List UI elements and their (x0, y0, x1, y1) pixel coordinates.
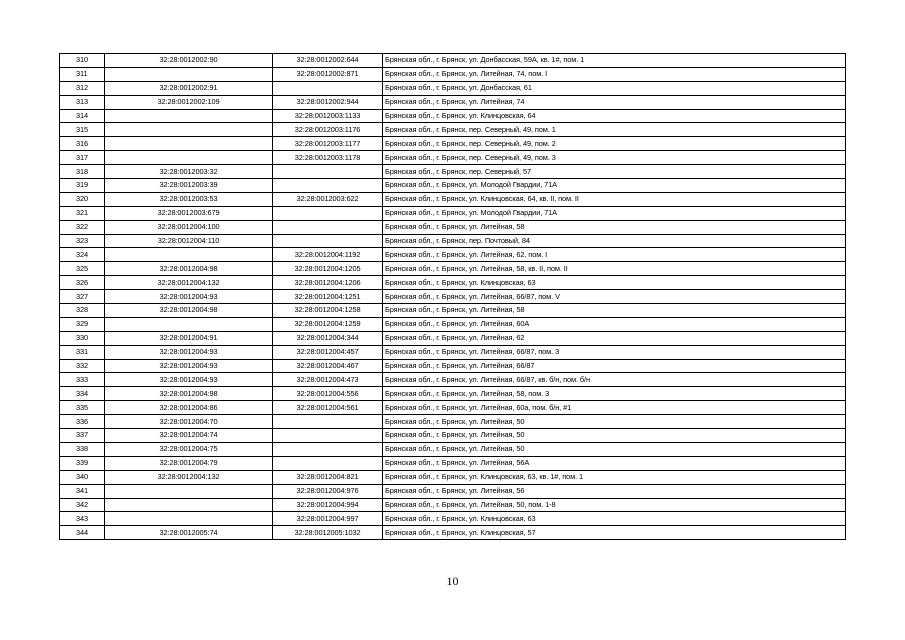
row-number-cell: 334 (60, 387, 105, 401)
row-number-cell: 338 (60, 442, 105, 456)
row-number-cell: 315 (60, 123, 105, 137)
table-row (60, 498, 846, 512)
premises-cadastral-cell (273, 179, 383, 193)
row-number-cell: 317 (60, 151, 105, 165)
address-cell: Брянская обл., г. Брянск, ул. Литейная, 50 (383, 442, 846, 456)
table-row (60, 456, 846, 470)
land-plot-cadastral-cell: 32:28:0012003:53 (105, 192, 273, 206)
row-number-cell: 316 (60, 137, 105, 151)
table-row (60, 484, 846, 498)
premises-cadastral-cell (273, 429, 383, 443)
row-number-cell: 343 (60, 512, 105, 526)
land-plot-cadastral-cell (105, 151, 273, 165)
address-cell: Брянская обл., г. Брянск, ул. Литейная, 58, кв. II, пом. II (383, 262, 846, 276)
land-plot-cadastral-cell (105, 67, 273, 81)
table-row (60, 234, 846, 248)
address-cell: Брянская обл., г. Брянск, ул. Литейная, 58, пом. 3 (383, 387, 846, 401)
table-row (60, 123, 846, 137)
row-number-cell: 311 (60, 67, 105, 81)
address-cell: Брянская обл., г. Брянск, ул. Донбасская, 59А, кв. 1#, пом. 1 (383, 54, 846, 68)
land-plot-cadastral-cell: 32:28:0012004:132 (105, 470, 273, 484)
land-plot-cadastral-cell: 32:28:0012004:132 (105, 276, 273, 290)
address-cell: Брянская обл., г. Брянск, ул. Клинцовская, 57 (383, 526, 846, 540)
premises-cadastral-cell (273, 220, 383, 234)
row-number-cell: 320 (60, 192, 105, 206)
land-plot-cadastral-cell: 32:28:0012004:93 (105, 359, 273, 373)
table-row (60, 401, 846, 415)
table-row (60, 359, 846, 373)
table-row (60, 109, 846, 123)
land-plot-cadastral-cell: 32:28:0012005:74 (105, 526, 273, 540)
land-plot-cadastral-cell (105, 512, 273, 526)
address-cell: Брянская обл., г. Брянск, пер. Северный, 49, пом. 2 (383, 137, 846, 151)
premises-cadastral-cell: 32:28:0012004:994 (273, 498, 383, 512)
land-plot-cadastral-cell: 32:28:0012004:110 (105, 234, 273, 248)
premises-cadastral-cell: 32:28:0012004:1192 (273, 248, 383, 262)
premises-cadastral-cell (273, 234, 383, 248)
premises-cadastral-cell: 32:28:0012004:344 (273, 331, 383, 345)
premises-cadastral-cell: 32:28:0012002:644 (273, 54, 383, 68)
registry-table-body (60, 54, 846, 540)
land-plot-cadastral-cell: 32:28:0012004:100 (105, 220, 273, 234)
premises-cadastral-cell: 32:28:0012003:1178 (273, 151, 383, 165)
land-plot-cadastral-cell: 32:28:0012002:91 (105, 81, 273, 95)
land-plot-cadastral-cell: 32:28:0012004:98 (105, 304, 273, 318)
table-row (60, 81, 846, 95)
table-row (60, 220, 846, 234)
land-plot-cadastral-cell (105, 484, 273, 498)
premises-cadastral-cell: 32:28:0012004:1206 (273, 276, 383, 290)
premises-cadastral-cell: 32:28:0012004:1205 (273, 262, 383, 276)
premises-cadastral-cell: 32:28:0012002:944 (273, 95, 383, 109)
address-cell: Брянская обл., г. Брянск, ул. Литейная, 50 (383, 415, 846, 429)
row-number-cell: 325 (60, 262, 105, 276)
row-number-cell: 329 (60, 317, 105, 331)
row-number-cell: 328 (60, 304, 105, 318)
land-plot-cadastral-cell (105, 123, 273, 137)
premises-cadastral-cell: 32:28:0012004:457 (273, 345, 383, 359)
premises-cadastral-cell: 32:28:0012002:871 (273, 67, 383, 81)
land-plot-cadastral-cell: 32:28:0012003:679 (105, 206, 273, 220)
row-number-cell: 324 (60, 248, 105, 262)
address-cell: Брянская обл., г. Брянск, ул. Литейная, 62, пом. I (383, 248, 846, 262)
land-plot-cadastral-cell: 32:28:0012003:32 (105, 165, 273, 179)
premises-cadastral-cell: 32:28:0012003:1133 (273, 109, 383, 123)
row-number-cell: 323 (60, 234, 105, 248)
land-plot-cadastral-cell: 32:28:0012004:86 (105, 401, 273, 415)
premises-cadastral-cell (273, 206, 383, 220)
premises-cadastral-cell: 32:28:0012003:1176 (273, 123, 383, 137)
premises-cadastral-cell (273, 81, 383, 95)
address-cell: Брянская обл., г. Брянск, ул. Литейная, 66/87, пом. V (383, 290, 846, 304)
address-cell: Брянская обл., г. Брянск, ул. Клинцовская, 63, кв. 1#, пом. 1 (383, 470, 846, 484)
table-row (60, 429, 846, 443)
row-number-cell: 322 (60, 220, 105, 234)
premises-cadastral-cell: 32:28:0012004:1258 (273, 304, 383, 318)
row-number-cell: 330 (60, 331, 105, 345)
row-number-cell: 326 (60, 276, 105, 290)
land-plot-cadastral-cell (105, 109, 273, 123)
address-cell: Брянская обл., г. Брянск, пер. Почтовый, 84 (383, 234, 846, 248)
land-plot-cadastral-cell: 32:28:0012004:70 (105, 415, 273, 429)
table-row (60, 526, 846, 540)
land-plot-cadastral-cell: 32:28:0012004:93 (105, 290, 273, 304)
row-number-cell: 318 (60, 165, 105, 179)
address-cell: Брянская обл., г. Брянск, ул. Литейная, 74, пом. I (383, 67, 846, 81)
premises-cadastral-cell (273, 456, 383, 470)
premises-cadastral-cell: 32:28:0012004:473 (273, 373, 383, 387)
row-number-cell: 319 (60, 179, 105, 193)
table-row (60, 470, 846, 484)
premises-cadastral-cell: 32:28:0012003:1177 (273, 137, 383, 151)
address-cell: Брянская обл., г. Брянск, ул. Литейная, 62 (383, 331, 846, 345)
address-cell: Брянская обл., г. Брянск, ул. Литейная, 50 (383, 429, 846, 443)
land-plot-cadastral-cell: 32:28:0012004:91 (105, 331, 273, 345)
address-cell: Брянская обл., г. Брянск, ул. Литейная, 50, пом. 1-8 (383, 498, 846, 512)
premises-cadastral-cell: 32:28:0012004:556 (273, 387, 383, 401)
premises-cadastral-cell (273, 442, 383, 456)
address-cell: Брянская обл., г. Брянск, пер. Северный, 49, пом. 3 (383, 151, 846, 165)
premises-cadastral-cell (273, 165, 383, 179)
address-cell: Брянская обл., г. Брянск, ул. Молодой Гвардии, 71А (383, 206, 846, 220)
table-row (60, 373, 846, 387)
row-number-cell: 314 (60, 109, 105, 123)
table-row (60, 345, 846, 359)
land-plot-cadastral-cell: 32:28:0012002:90 (105, 54, 273, 68)
table-row (60, 331, 846, 345)
address-cell: Брянская обл., г. Брянск, ул. Клинцовская, 63 (383, 276, 846, 290)
table-row (60, 262, 846, 276)
row-number-cell: 312 (60, 81, 105, 95)
land-plot-cadastral-cell: 32:28:0012004:98 (105, 262, 273, 276)
row-number-cell: 341 (60, 484, 105, 498)
premises-cadastral-cell: 32:28:0012004:467 (273, 359, 383, 373)
land-plot-cadastral-cell: 32:28:0012004:74 (105, 429, 273, 443)
row-number-cell: 333 (60, 373, 105, 387)
land-plot-cadastral-cell: 32:28:0012002:109 (105, 95, 273, 109)
address-cell: Брянская обл., г. Брянск, ул. Литейная, 56А (383, 456, 846, 470)
table-row (60, 137, 846, 151)
address-cell: Брянская обл., г. Брянск, пер. Северный, 49, пом. 1 (383, 123, 846, 137)
table-row (60, 95, 846, 109)
address-cell: Брянская обл., г. Брянск, ул. Литейная, 66/87, пом. 3 (383, 345, 846, 359)
table-row (60, 248, 846, 262)
premises-cadastral-cell: 32:28:0012004:821 (273, 470, 383, 484)
premises-cadastral-cell: 32:28:0012003:622 (273, 192, 383, 206)
address-cell: Брянская обл., г. Брянск, ул. Литейная, 60а, пом. б/н, #1 (383, 401, 846, 415)
table-row (60, 151, 846, 165)
row-number-cell: 337 (60, 429, 105, 443)
address-cell: Брянская обл., г. Брянск, ул. Молодой Гвардии, 71А (383, 179, 846, 193)
land-plot-cadastral-cell: 32:28:0012004:75 (105, 442, 273, 456)
table-row (60, 165, 846, 179)
row-number-cell: 339 (60, 456, 105, 470)
address-cell: Брянская обл., г. Брянск, ул. Литейная, 58 (383, 220, 846, 234)
table-row (60, 387, 846, 401)
address-cell: Брянская обл., г. Брянск, пер. Северный, 57 (383, 165, 846, 179)
premises-cadastral-cell (273, 415, 383, 429)
land-plot-cadastral-cell: 32:28:0012004:98 (105, 387, 273, 401)
land-plot-cadastral-cell: 32:28:0012004:79 (105, 456, 273, 470)
table-row (60, 304, 846, 318)
table-row (60, 317, 846, 331)
row-number-cell: 313 (60, 95, 105, 109)
premises-cadastral-cell: 32:28:0012004:976 (273, 484, 383, 498)
row-number-cell: 335 (60, 401, 105, 415)
registry-table (59, 53, 846, 540)
table-row (60, 512, 846, 526)
premises-cadastral-cell: 32:28:0012005:1032 (273, 526, 383, 540)
premises-cadastral-cell: 32:28:0012004:561 (273, 401, 383, 415)
address-cell: Брянская обл., г. Брянск, ул. Литейная, 58 (383, 304, 846, 318)
land-plot-cadastral-cell: 32:28:0012004:93 (105, 345, 273, 359)
premises-cadastral-cell: 32:28:0012004:997 (273, 512, 383, 526)
row-number-cell: 331 (60, 345, 105, 359)
table-row (60, 290, 846, 304)
row-number-cell: 336 (60, 415, 105, 429)
land-plot-cadastral-cell (105, 317, 273, 331)
land-plot-cadastral-cell: 32:28:0012003:39 (105, 179, 273, 193)
address-cell: Брянская обл., г. Брянск, ул. Клинцовская, 64, кв. II, пом. II (383, 192, 846, 206)
table-row (60, 179, 846, 193)
address-cell: Брянская обл., г. Брянск, ул. Клинцовская, 64 (383, 109, 846, 123)
table-row (60, 442, 846, 456)
row-number-cell: 344 (60, 526, 105, 540)
address-cell: Брянская обл., г. Брянск, ул. Донбасская, 61 (383, 81, 846, 95)
land-plot-cadastral-cell (105, 498, 273, 512)
address-cell: Брянская обл., г. Брянск, ул. Литейная, 66/87, кв. б/н, пом. б/н (383, 373, 846, 387)
row-number-cell: 327 (60, 290, 105, 304)
table-row (60, 192, 846, 206)
table-row (60, 67, 846, 81)
premises-cadastral-cell: 32:28:0012004:1259 (273, 317, 383, 331)
premises-cadastral-cell: 32:28:0012004:1251 (273, 290, 383, 304)
row-number-cell: 321 (60, 206, 105, 220)
address-cell: Брянская обл., г. Брянск, ул. Литейная, 66/87 (383, 359, 846, 373)
row-number-cell: 340 (60, 470, 105, 484)
row-number-cell: 310 (60, 54, 105, 68)
page-number: 10 (446, 574, 459, 588)
row-number-cell: 332 (60, 359, 105, 373)
table-row (60, 54, 846, 68)
land-plot-cadastral-cell (105, 137, 273, 151)
table-row (60, 415, 846, 429)
land-plot-cadastral-cell (105, 248, 273, 262)
address-cell: Брянская обл., г. Брянск, ул. Клинцовская, 63 (383, 512, 846, 526)
address-cell: Брянская обл., г. Брянск, ул. Литейная, 74 (383, 95, 846, 109)
table-row (60, 276, 846, 290)
address-cell: Брянская обл., г. Брянск, ул. Литейная, 56 (383, 484, 846, 498)
table-row (60, 206, 846, 220)
row-number-cell: 342 (60, 498, 105, 512)
land-plot-cadastral-cell: 32:28:0012004:93 (105, 373, 273, 387)
address-cell: Брянская обл., г. Брянск, ул. Литейная, 60А (383, 317, 846, 331)
